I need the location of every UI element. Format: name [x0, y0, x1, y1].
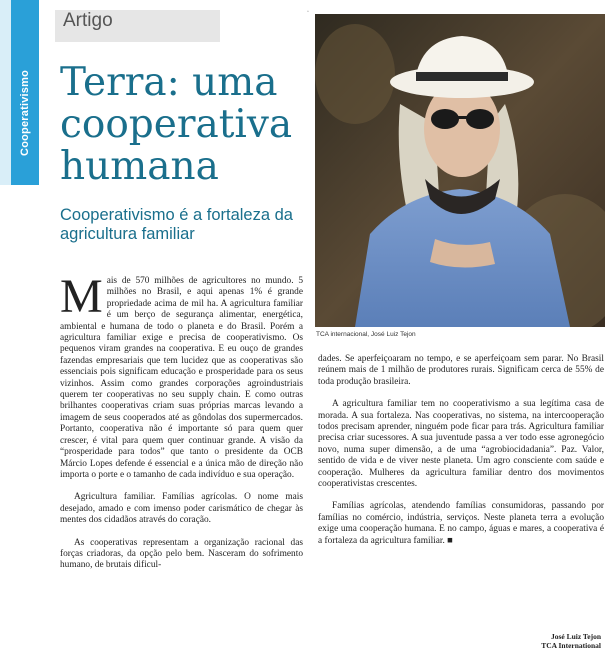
paragraph-3: As cooperativas representam a organização racional das forças criadoras, da opção pelo bem. Nasceram do sofrimento humano, de brutais dificul- [60, 537, 303, 571]
paragraph-4: dades. Se aperfeiçoaram no tempo, e se aperfeiçoam sem parar. No Brasil reúnem mais de 1 milhão de produtores rurais. Significam cerca de 55% de toda produção brasileira. [318, 354, 604, 387]
body-column-2 [318, 354, 604, 547]
photo-caption: TCA internacional, José Luiz Tejon [316, 331, 416, 338]
margin-mark: ▫ [307, 9, 309, 15]
article-subtitle: Cooperativismo é a fortaleza da agricultura familiar [60, 206, 293, 243]
body-column-1 [60, 270, 303, 572]
paragraph-1 [60, 270, 303, 481]
author-org: TCA International [541, 641, 601, 650]
paragraph-2: Agricultura familiar. Famílias agrícolas. O nome mais desejado, amado e com imenso poder carismático de chegar às mentes dos cidadãos através do coração. [60, 492, 303, 526]
section-label: Artigo [63, 10, 113, 31]
drop-cap: M [60, 270, 103, 323]
section-side-label [11, 0, 39, 185]
paragraph-6: Famílias agrícolas, atendendo famílias consumidoras, passando por famílias no comércio, indústria, serviços. Neste planeta terra a evolução exige uma cooperação humana. E no campo, águas e mares, a cooperativa é a fortaleza da agricultura familiar. ■ [318, 501, 604, 546]
author-photo [315, 14, 605, 327]
paragraph-1-text: ais de 570 milhões de agricultores no mundo. 5 milhões no Brasil, e aqui apenas 1% é grande propriedade acima de mil ha. A agricultura familiar é um berço de segurança alimentar, energética, ambiental e humana de todo o planeta e do Brasil. Porém a agricultura familiar exige e precisa de cooperativismo. Os pequenos viram grandes na cooperativa. E eu ouço de grandes fazendas empresariais que tem lucidez que as cooperativas são essenciais pois significam educação e prosperidade para os seus vizinhos. Assim como grandes corporações agroindustriais querem ter cooperativas no seu supply chain. E como outras brilhantes cooperativas criam suas próprias marcas levando a imagem de seus cooperados até as gôndolas dos supermercados. Portanto, cooperativa não é importante só para quem quer crescer, é vital para quem quer continuar grande. A visão da “prosperidade para todos” que tanto o presidente da OCB Márcio Lopes defende é essencial e a única mão de direção não importa o porte e o tamanho de cada indivíduo e sua operação. [60, 276, 303, 480]
article-title: Terra: uma cooperativa humana [60, 60, 293, 189]
side-tab-light [0, 0, 11, 185]
author-signature [541, 632, 601, 650]
paragraph-5: A agricultura familiar tem no cooperativismo a sua legítima casa de morada. A sua fortaleza. Nas cooperativas, no sistema, na intercooperação todos precisam aprender, ninguém pode ficar para trás. Agricultura familiar precisa criar sucessores. A sua juventude passa a ver todo esse agronegócio novo, numa super dimensão, a de uma “agrobiocidadania”. Paz. Valor, sentido de vida e de viver neste planeta. Um agro consciente com saúde e cooperação. Mulheres da agricultura familiar dentro dos movimentos cooperativistas crescentes. [318, 399, 604, 490]
author-name: José Luiz Tejon [550, 632, 601, 641]
side-label-text: Cooperativismo [19, 69, 31, 156]
